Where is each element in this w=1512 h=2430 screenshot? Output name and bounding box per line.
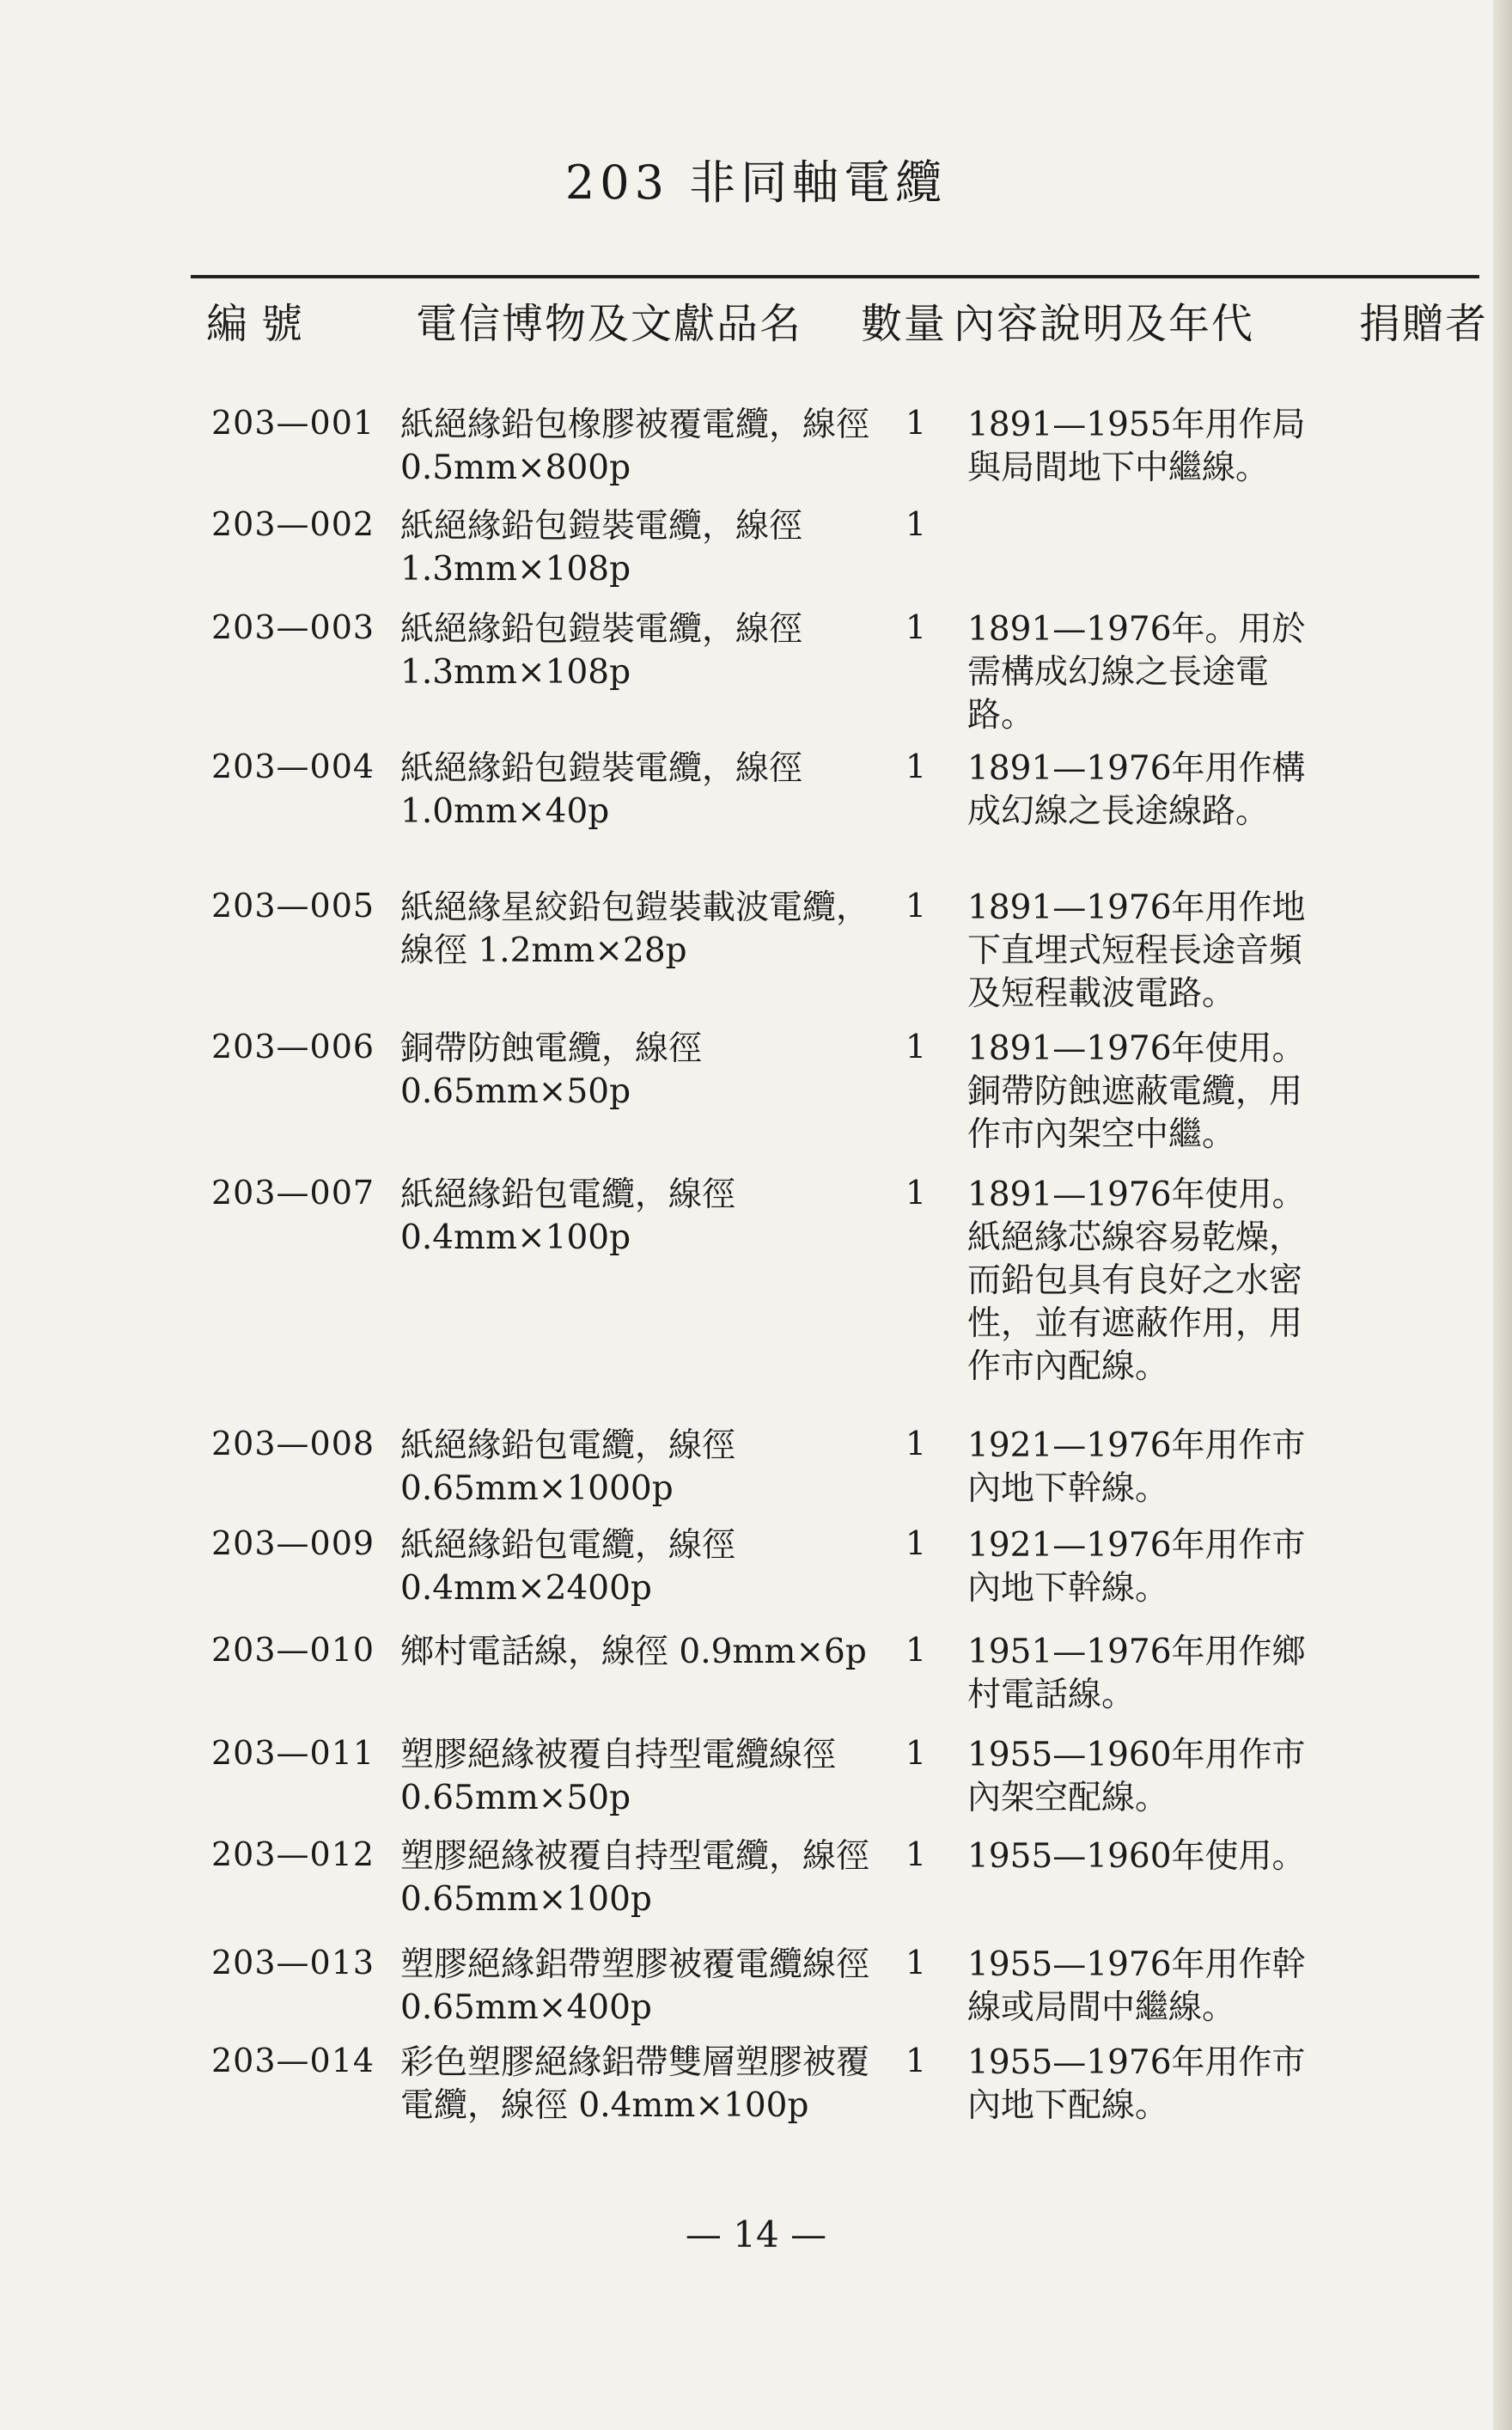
row-description: 1891—1976年用作構成幻線之長途線路。 (967, 749, 1306, 831)
row-quantity: 1 (905, 1028, 927, 1065)
row-description: 1955—1960年使用。 (967, 1837, 1306, 1876)
row-item-name: 紙絕緣鉛包電纜，線徑 0.65mm×1000p (400, 1426, 736, 1508)
row-quantity: 1 (905, 1524, 927, 1562)
row-quantity: 1 (905, 608, 927, 646)
row-code: 203—014 (211, 2042, 375, 2079)
row-quantity: 1 (905, 1734, 927, 1772)
row-description: 1891—1976年。用於需構成幻線之長途電路。 (967, 610, 1306, 735)
row-code: 203—009 (211, 1524, 375, 1562)
row-quantity: 1 (905, 1835, 927, 1873)
row-item-name: 紙絕緣鉛包鎧裝電纜，線徑 1.3mm×108p (400, 610, 803, 692)
row-code: 203—002 (211, 505, 375, 543)
row-code: 203—001 (211, 404, 375, 442)
row-code: 203—007 (211, 1174, 375, 1212)
row-description: 1891—1976年使用。紙絕緣芯線容易乾燥，而鉛包具有良好之水密性，並有遮蔽作用，用作市內配線。 (967, 1175, 1306, 1386)
row-code: 203—003 (211, 608, 375, 646)
row-item-name: 塑膠絕緣被覆自持型電纜線徑 0.65mm×50p (400, 1736, 837, 1817)
row-item-name: 紙絕緣鉛包橡膠被覆電纜，線徑 0.5mm×800p (400, 406, 870, 487)
row-code: 203—013 (211, 1944, 375, 1981)
row-item-name: 紙絕緣鉛包電纜，線徑 0.4mm×100p (400, 1175, 736, 1257)
row-code: 203—008 (211, 1425, 375, 1462)
row-quantity: 1 (905, 1944, 927, 1981)
row-quantity: 1 (905, 505, 927, 543)
row-code: 203—006 (211, 1028, 375, 1065)
row-item-name: 鄉村電話線，線徑 0.9mm×6p (400, 1633, 867, 1671)
row-description: 1891—1955年用作局與局間地下中繼線。 (967, 406, 1306, 487)
header-donor: 捐贈者 (1359, 300, 1489, 348)
header-rule (191, 275, 1479, 278)
row-item-name: 塑膠絕緣被覆自持型電纜，線徑 0.65mm×100p (400, 1837, 870, 1919)
header-code: 編號 (206, 300, 317, 348)
row-quantity: 1 (905, 1174, 927, 1212)
section-title: 203 非同軸電纜 (564, 156, 948, 210)
row-item-name: 紙絕緣鉛包電纜，線徑 0.4mm×2400p (400, 1526, 736, 1608)
row-description: 1955—1976年用作幹線或局間中繼線。 (967, 1945, 1306, 2027)
row-item-name: 紙絕緣鉛包鎧裝電纜，線徑 1.0mm×40p (400, 749, 803, 831)
row-quantity: 1 (905, 887, 927, 925)
page-number: — 14 — (685, 2213, 827, 2256)
header-quantity: 數量 (861, 300, 948, 348)
row-code: 203—005 (211, 887, 375, 925)
row-item-name: 銅帶防蝕電纜，線徑 0.65mm×50p (400, 1029, 703, 1111)
row-item-name: 彩色塑膠絕緣鋁帶雙層塑膠被覆電纜，線徑 0.4mm×100p (400, 2043, 870, 2125)
row-code: 203—004 (211, 748, 375, 785)
row-code: 203—011 (211, 1734, 375, 1772)
row-code: 203—012 (211, 1835, 375, 1873)
row-quantity: 1 (905, 748, 927, 785)
row-description: 1955—1960年用作市內架空配線。 (967, 1736, 1306, 1817)
row-description: 1891—1976年使用。銅帶防蝕遮蔽電纜，用作市內架空中繼。 (967, 1029, 1306, 1154)
row-quantity: 1 (905, 2042, 927, 2079)
header-description: 內容說明及年代 (954, 300, 1255, 348)
row-quantity: 1 (905, 1425, 927, 1462)
row-description: 1951—1976年用作鄉村電話線。 (967, 1633, 1306, 1714)
row-code: 203—010 (211, 1631, 375, 1669)
row-item-name: 紙絕緣星絞鉛包鎧裝載波電纜，線徑 1.2mm×28p (400, 888, 870, 970)
row-description: 1921—1976年用作市內地下幹線。 (967, 1426, 1306, 1508)
row-quantity: 1 (905, 1631, 927, 1669)
row-description: 1921—1976年用作市內地下幹線。 (967, 1526, 1306, 1608)
row-item-name: 塑膠絕緣鋁帶塑膠被覆電纜線徑 0.65mm×400p (400, 1945, 870, 2027)
row-quantity: 1 (905, 404, 927, 442)
row-description: 1891—1976年用作地下直埋式短程長途音頻及短程載波電路。 (967, 888, 1306, 1013)
header-item-name: 電信博物及文獻品名 (416, 300, 803, 348)
row-description: 1955—1976年用作市內地下配線。 (967, 2043, 1306, 2125)
page-edge-shadow (1493, 0, 1512, 2430)
row-item-name: 紙絕緣鉛包鎧裝電纜，線徑 1.3mm×108p (400, 507, 803, 589)
